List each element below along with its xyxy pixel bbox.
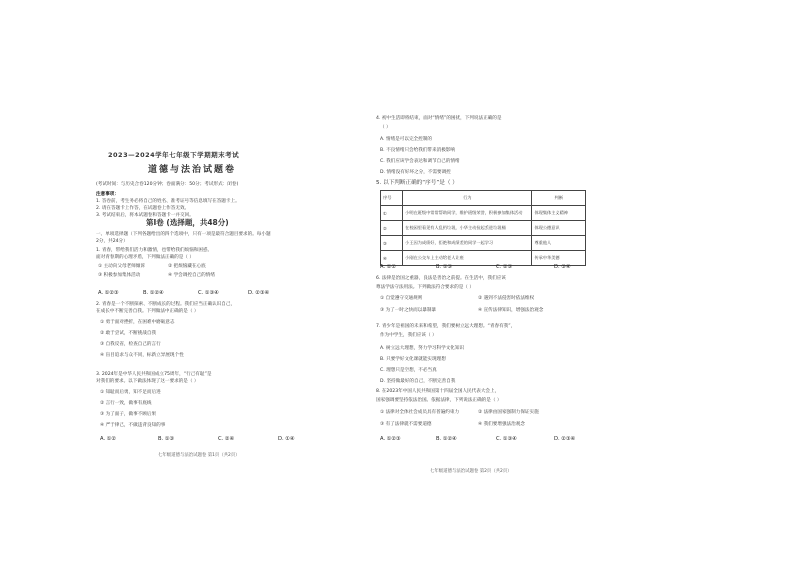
q1-item: ④ 学会调控自己的情绪 bbox=[168, 273, 215, 278]
q4-stem: （ ） bbox=[380, 125, 391, 130]
q2-item: ② 敢于尝试，不断挑战自我 bbox=[100, 331, 157, 336]
table-header-cell: 序号 bbox=[381, 191, 403, 206]
q6-stem: 尊法学法守法用法。下列做法符合要求的是（ ） bbox=[376, 285, 474, 290]
table-row bbox=[381, 206, 586, 221]
page-footer: 七年级道德与法治试题卷 第1页（共2页） bbox=[158, 453, 240, 458]
q6-stem: 6. 法律是治国之重器，良法是善治之前提。在生活中，我们应该 bbox=[376, 276, 506, 281]
table-cell: 体现集体主义精神 bbox=[532, 206, 586, 221]
right-page bbox=[368, 0, 698, 561]
q5-option-c[interactable]: C. ②③ bbox=[496, 264, 513, 270]
section-title: 第I卷 (选择题，共48分) bbox=[146, 218, 229, 227]
q1-option-b[interactable]: B. ①②④ bbox=[143, 290, 164, 296]
instructions-head: 注意事项： bbox=[96, 192, 119, 197]
table-row bbox=[381, 236, 586, 251]
subject-title: 道德与法治试题卷 bbox=[148, 165, 237, 175]
q8-option-d[interactable]: D. ②③④ bbox=[554, 436, 576, 442]
table-header-cell: 判断 bbox=[532, 191, 586, 206]
table-cell: 小刚在公交车上主动给老人让座 bbox=[403, 251, 532, 266]
table-cell: 体现公德意识 bbox=[532, 221, 586, 236]
q2-item: ④ 盲目追求与众不同，标新立异展现个性 bbox=[100, 353, 184, 358]
q1-stem: 1. 青春，带给我们活力和激情，也带给我们烦恼和困惑。 bbox=[96, 248, 213, 253]
q8-item: ① 法律对全体社会成员具有普遍约束力 bbox=[380, 410, 460, 415]
q6-item: ② 遇到不法侵害时依法维权 bbox=[478, 296, 535, 301]
exam-info: (考试时间：与历史合卷120分钟；卷面满分：50分；考试形式：闭卷) bbox=[96, 182, 239, 187]
q7-item: B. 只要学好文化课就能实现理想 bbox=[380, 357, 446, 362]
table-cell: 小王因为成绩好，拒绝和成绩差的同学一起学习 bbox=[403, 236, 532, 251]
q7-item: D. 坚持做最好的自己，不断完善自我 bbox=[380, 379, 456, 384]
instruction-line: 1. 答卷前，考生务必将自己的姓名、准考证号等信息填写在答题卡上。 bbox=[96, 199, 240, 204]
q3-item: ④ 严于律己，不做违背良知的事 bbox=[100, 423, 166, 428]
q6-item: ③ 为了一时之快而以暴制暴 bbox=[380, 308, 437, 313]
q8-stem: 8. 在2023年中国人民共和国第十四届全国人民代表大会上， bbox=[376, 389, 500, 394]
section-intro: 一、单项选择题（下列各题给出的四个选项中，只有一项是最符合题目要求的。每小题 bbox=[96, 232, 271, 237]
left-page bbox=[88, 0, 388, 561]
q1-item: ② 把烦恼藏在心底 bbox=[168, 264, 206, 269]
q5-option-a[interactable]: A. ①② bbox=[380, 264, 397, 270]
table-cell: ② bbox=[381, 221, 403, 236]
instruction-line: 2. 请在答题卡上作答，在试题卷上作答无效。 bbox=[96, 206, 190, 211]
q5-option-d[interactable]: D. ③④ bbox=[554, 264, 571, 270]
q4-item: B. 不良情绪只会给我们带来消极影响 bbox=[380, 148, 455, 153]
q3-item: ③ 为了面子，做事不顾后果 bbox=[100, 412, 157, 417]
q8-option-a[interactable]: A. ①②③ bbox=[380, 436, 401, 442]
q8-option-b[interactable]: B. ①②④ bbox=[436, 436, 457, 442]
table-cell: ① bbox=[381, 206, 403, 221]
q7-stem: 作为中学生，我们应该（ ） bbox=[380, 333, 437, 338]
q7-stem: 7. 青少年是祖国的未来和希望，我们要树立远大理想。“青春有我”， bbox=[376, 324, 516, 329]
q2-stem: 2. 青春是一个不断探索、不断成长的过程。我们应当正确认识自己， bbox=[96, 302, 236, 307]
table-cell: 在校园里看见有人乱扔垃圾，小华主动捡起丢进垃圾桶 bbox=[403, 221, 532, 236]
table-row bbox=[381, 221, 586, 236]
table-cell: ④ bbox=[381, 251, 403, 266]
q8-item: ② 法律由国家强制力保证实施 bbox=[478, 410, 539, 415]
q7-item: A. 树立远大理想，努力学习科学文化知识 bbox=[380, 346, 465, 351]
page-footer: 七年级道德与法治试题卷 第2页（共2页） bbox=[430, 469, 512, 474]
q1-option-a[interactable]: A. ①②③ bbox=[98, 290, 119, 296]
q3-item: ① 知耻而后勇，知不足而后进 bbox=[100, 390, 161, 395]
q5-table bbox=[380, 190, 586, 266]
q1-option-d[interactable]: D. ②③④ bbox=[248, 290, 270, 296]
q3-option-c[interactable]: C. ②④ bbox=[218, 436, 235, 442]
q8-item: ④ 我们要增强法治观念 bbox=[478, 422, 525, 427]
q3-item: ② 言行一致，做事有底线 bbox=[100, 401, 152, 406]
q5-option-b[interactable]: B. ①③ bbox=[436, 264, 453, 270]
q8-stem: 国家强调要坚持依法治国。依据法律，下列说法正确的是（ ） bbox=[376, 398, 502, 403]
table-cell: 小明在班级中常常帮助同学，维护班级荣誉，积极参加集体活动 bbox=[403, 206, 532, 221]
q2-stem: 在成长中不断完善自我。下列做法中正确的是（ ） bbox=[96, 309, 199, 314]
q1-stem: 面对青春期的心理矛盾，下列做法正确的是（ ） bbox=[96, 255, 194, 260]
q5-stem: 5. 以下判断正确的“序号”是（ ） bbox=[376, 180, 458, 186]
table-header-row bbox=[381, 191, 586, 206]
q8-option-c[interactable]: C. ①③④ bbox=[496, 436, 517, 442]
q3-option-a[interactable]: A. ①② bbox=[100, 436, 117, 442]
instruction-line: 3. 考试结束后，将本试题卷和答题卡一并交回。 bbox=[96, 213, 194, 218]
q1-item: ③ 积极参加集体活动 bbox=[98, 273, 141, 278]
q1-option-c[interactable]: C. ①③④ bbox=[198, 290, 219, 296]
q3-option-d[interactable]: D. ①④ bbox=[278, 436, 295, 442]
q6-item: ④ 宣传法律知识，增强法治观念 bbox=[478, 308, 544, 313]
q1-item: ① 主动向父母老师倾诉 bbox=[98, 264, 145, 269]
table-header-cell: 行为 bbox=[403, 191, 532, 206]
exam-title: 2023—2024学年七年级下学期期末考试 bbox=[108, 151, 240, 159]
q3-option-b[interactable]: B. ①③ bbox=[158, 436, 175, 442]
q4-item: C. 我们应该学会表达和调节自己的情绪 bbox=[380, 159, 460, 164]
q7-item: C. 理想只是空想，不必当真 bbox=[380, 368, 437, 373]
table-cell: 尊重他人 bbox=[532, 236, 586, 251]
q2-item: ① 勇于面对挫折，在困难中磨砺意志 bbox=[100, 320, 175, 325]
q3-stem: 对我们的要求。以下做法体现了这一要求的是（ ） bbox=[96, 379, 199, 384]
q4-item: A. 情绪是可以完全控制的 bbox=[380, 137, 432, 142]
q3-stem: 3. 2024年是中华人民共和国成立75周年，“行己有耻”是 bbox=[96, 372, 212, 377]
section-intro: 2分，共24分） bbox=[96, 239, 128, 244]
table-cell: ③ bbox=[381, 236, 403, 251]
table-cell: 传承中华美德 bbox=[532, 251, 586, 266]
q4-stem: 4. 初中生活即将结束，面对“情绪”的困扰，下列说法正确的是 bbox=[376, 116, 502, 121]
q4-item: D. 情绪没有好坏之分，不需要调控 bbox=[380, 170, 451, 175]
q8-item: ③ 有了法律就不需要道德 bbox=[380, 422, 432, 427]
q2-item: ③ 自我反省，检查自己的言行 bbox=[100, 342, 161, 347]
q6-item: ① 自觉遵守交通规则 bbox=[380, 296, 423, 301]
